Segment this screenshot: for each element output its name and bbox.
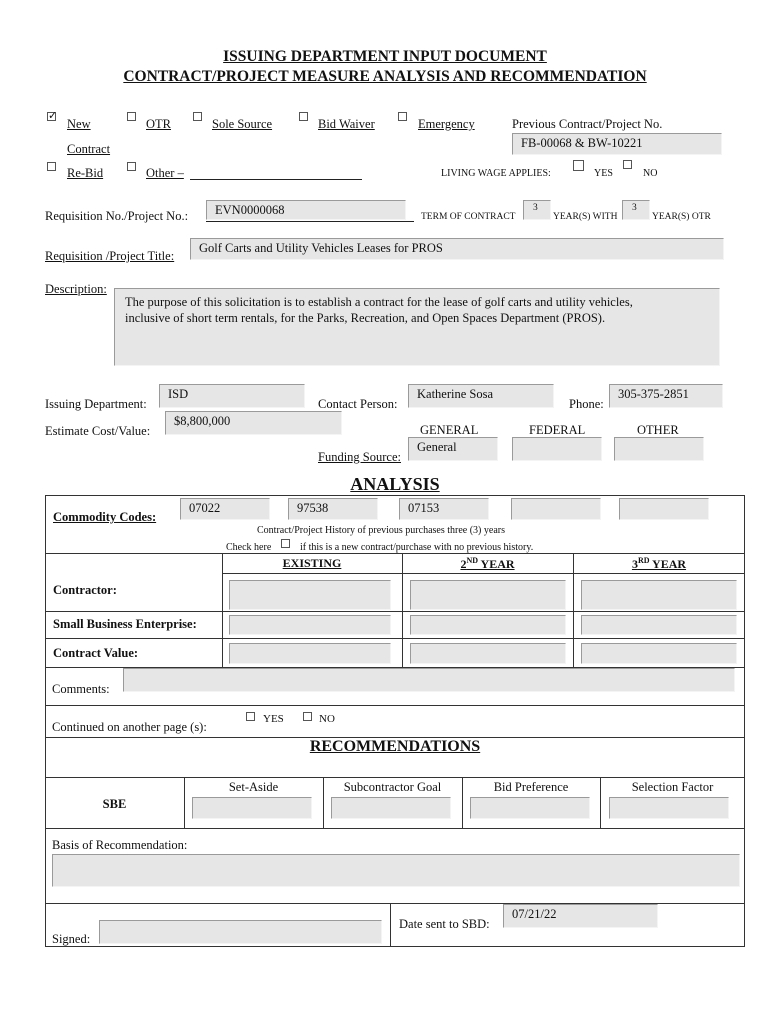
rebid-checkbox[interactable]: [47, 162, 56, 171]
document-title: ISSUING DEPARTMENT INPUT DOCUMENT: [223, 48, 547, 65]
continued-no-checkbox[interactable]: [303, 712, 312, 721]
check-here-label: Check here: [226, 542, 272, 553]
otr-checkbox[interactable]: [127, 112, 136, 121]
row-sbe-label: Small Business Enterprise:: [53, 617, 197, 631]
document-subtitle: CONTRACT/PROJECT MEASURE ANALYSIS AND RECOMMENDATION: [123, 68, 647, 85]
continued-no-label: NO: [319, 713, 335, 725]
row-contractor-label: Contractor:: [53, 583, 117, 597]
funding-federal-field[interactable]: [512, 437, 602, 461]
sbe-row-label: SBE: [102, 797, 127, 811]
new-checkbox[interactable]: [47, 112, 56, 121]
project-title-field[interactable]: Golf Carts and Utility Vehicles Leases for PROS: [190, 238, 724, 260]
commodity-code-4[interactable]: [511, 498, 601, 520]
comments-label: Comments:: [52, 682, 110, 696]
continued-yes-checkbox[interactable]: [246, 712, 255, 721]
table-line: [45, 611, 745, 612]
col-3rd-year-header: 3RD YEAR: [631, 556, 687, 571]
contract-label: Contract: [67, 142, 111, 156]
table-line: [222, 573, 745, 574]
selection-factor-header: Selection Factor: [631, 780, 714, 794]
continued-label: Continued on another page (s):: [52, 720, 207, 734]
table-line: [45, 553, 745, 554]
rebid-label: Re-Bid: [67, 166, 104, 180]
signed-field[interactable]: [99, 920, 382, 944]
contact-person-field[interactable]: Katherine Sosa: [408, 384, 554, 408]
recommendations-heading: RECOMMENDATIONS: [309, 738, 481, 755]
commodity-code-5[interactable]: [619, 498, 709, 520]
funding-other-label: OTHER: [637, 423, 679, 437]
basis-field[interactable]: [52, 854, 740, 887]
funding-source-label: Funding Source:: [318, 450, 401, 464]
col-existing-header: EXISTING: [282, 556, 342, 570]
living-wage-no-label: NO: [643, 168, 658, 179]
checkmark-icon: ✓: [48, 110, 58, 122]
estimate-label: Estimate Cost/Value:: [45, 424, 151, 438]
term-otr-field[interactable]: 3: [622, 200, 650, 220]
signed-label: Signed:: [52, 932, 91, 946]
no-history-checkbox[interactable]: [281, 539, 290, 548]
previous-contract-label: Previous Contract/Project No.: [512, 117, 663, 131]
phone-field[interactable]: 305-375-2851: [609, 384, 723, 408]
term-with-label: YEAR(S) WITH: [553, 212, 618, 222]
funding-general-field[interactable]: General: [408, 437, 498, 461]
subcontractor-goal-header: Subcontractor Goal: [343, 780, 442, 794]
existing-value-field[interactable]: [229, 643, 391, 664]
2nd-year-contractor-field[interactable]: [410, 580, 566, 610]
funding-general-label: GENERAL: [420, 423, 479, 437]
2nd-year-sbe-field[interactable]: [410, 615, 566, 635]
previous-contract-field[interactable]: FB-00068 & BW-10221: [512, 133, 722, 155]
set-aside-field[interactable]: [192, 797, 312, 819]
commodity-code-1[interactable]: 07022: [180, 498, 270, 520]
comments-field[interactable]: [123, 668, 735, 692]
requisition-field[interactable]: EVN0000068: [206, 200, 406, 220]
sole-source-checkbox[interactable]: [193, 112, 202, 121]
commodity-code-3[interactable]: 07153: [399, 498, 489, 520]
table-line: [390, 903, 391, 947]
basis-label: Basis of Recommendation:: [52, 838, 188, 852]
existing-contractor-field[interactable]: [229, 580, 391, 610]
term-otr-label: YEAR(S) OTR: [652, 212, 711, 222]
funding-federal-label: FEDERAL: [529, 423, 586, 437]
table-line: [45, 705, 745, 706]
phone-label: Phone:: [569, 397, 604, 411]
description-line-2: inclusive of short term rentals, for the Parks, Recreation, and Open Spaces Department (PROS).: [125, 311, 606, 325]
bid-preference-field[interactable]: [470, 797, 590, 819]
history-text: Contract/Project History of previous purchases three (3) years: [257, 525, 505, 536]
date-sent-label: Date sent to SBD:: [399, 917, 490, 931]
living-wage-yes-checkbox[interactable]: [573, 160, 584, 171]
term-years-field[interactable]: 3: [523, 200, 551, 220]
funding-other-field[interactable]: [614, 437, 704, 461]
date-sent-field[interactable]: 07/21/22: [503, 904, 658, 928]
table-line: [45, 828, 745, 829]
living-wage-label: LIVING WAGE APPLIES:: [441, 168, 551, 179]
row-contract-value-label: Contract Value:: [53, 646, 139, 660]
3rd-year-contractor-field[interactable]: [581, 580, 737, 610]
col-2nd-year-header: 2ND YEAR: [460, 556, 515, 571]
selection-factor-field[interactable]: [609, 797, 729, 819]
2nd-year-value-field[interactable]: [410, 643, 566, 664]
emergency-checkbox[interactable]: [398, 112, 407, 121]
other-input-line[interactable]: [190, 179, 362, 180]
sole-source-label: Sole Source: [212, 117, 273, 131]
commodity-codes-label: Commodity Codes:: [53, 510, 157, 524]
existing-sbe-field[interactable]: [229, 615, 391, 635]
contact-person-label: Contact Person:: [318, 397, 398, 411]
bid-waiver-label: Bid Waiver: [318, 117, 375, 131]
requisition-label: Requisition No./Project No.:: [45, 209, 189, 223]
term-label: TERM OF CONTRACT: [421, 212, 516, 222]
bid-preference-header: Bid Preference: [493, 780, 569, 794]
estimate-field[interactable]: $8,800,000: [165, 411, 342, 435]
set-aside-header: Set-Aside: [228, 780, 279, 794]
other-checkbox[interactable]: [127, 162, 136, 171]
bid-waiver-checkbox[interactable]: [299, 112, 308, 121]
requisition-underline: [206, 221, 414, 222]
otr-label: OTR: [146, 117, 171, 131]
description-label: Description:: [45, 282, 107, 296]
table-line: [45, 777, 745, 778]
subcontractor-goal-field[interactable]: [331, 797, 451, 819]
table-line: [45, 638, 745, 639]
issuing-department-label: Issuing Department:: [45, 397, 147, 411]
commodity-code-2[interactable]: 97538: [288, 498, 378, 520]
description-line-1: The purpose of this solicitation is to establish a contract for the lease of golf carts and utility vehicles,: [125, 295, 633, 309]
no-history-text: if this is a new contract/purchase with no previous history.: [300, 542, 534, 553]
emergency-label: Emergency: [418, 117, 475, 131]
3rd-year-sbe-field[interactable]: [581, 615, 737, 635]
other-label: Other –: [146, 166, 184, 180]
description-field[interactable]: [114, 288, 720, 366]
issuing-department-field[interactable]: ISD: [159, 384, 305, 408]
continued-yes-label: YES: [263, 713, 284, 725]
living-wage-no-checkbox[interactable]: [623, 160, 632, 169]
project-title-label: Requisition /Project Title:: [45, 249, 175, 263]
new-label: New: [67, 117, 91, 131]
3rd-year-value-field[interactable]: [581, 643, 737, 664]
analysis-heading: ANALYSIS: [350, 474, 440, 494]
living-wage-yes-label: YES: [594, 168, 613, 179]
